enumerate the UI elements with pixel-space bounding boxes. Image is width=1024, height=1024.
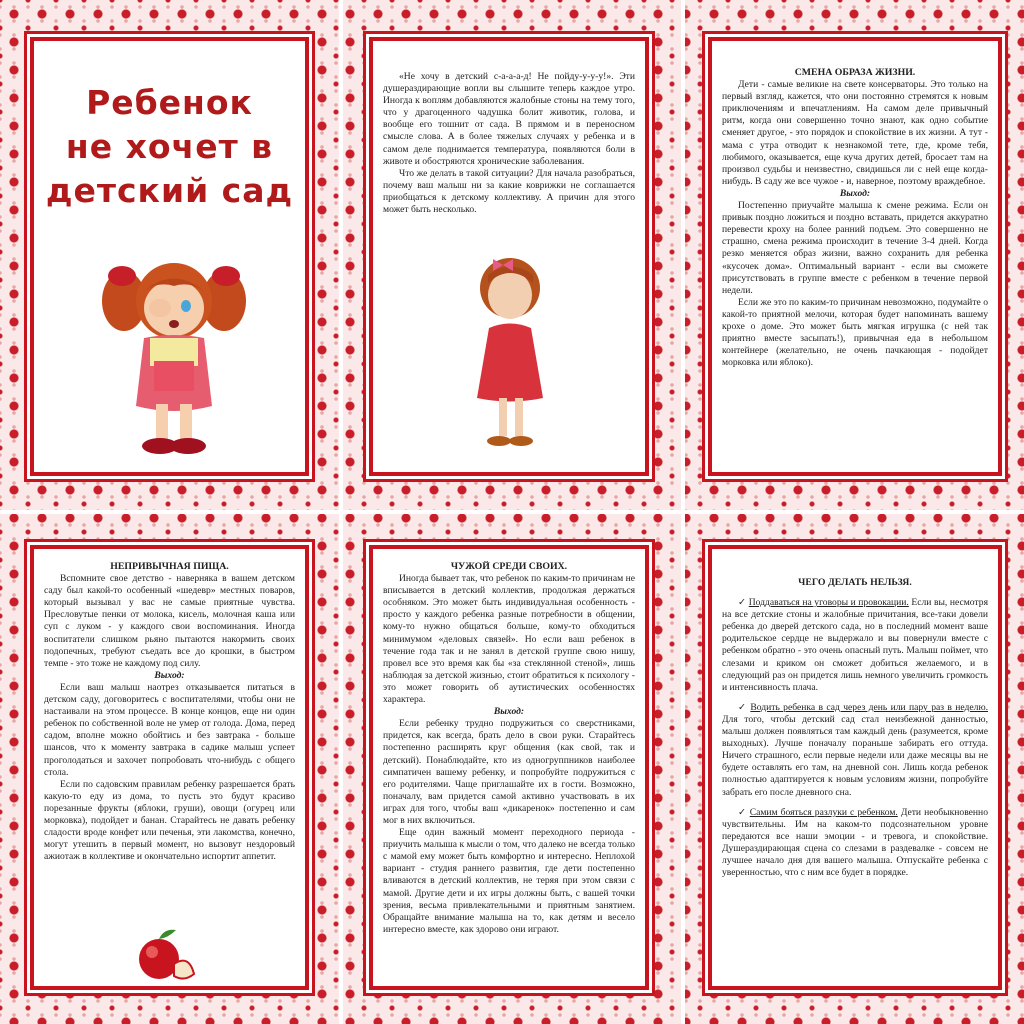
lifestyle-change-panel xyxy=(708,37,1002,476)
item-title: Самим бояться разлуки с ребенком. xyxy=(749,806,898,818)
title-line: не хочет в xyxy=(65,127,274,166)
section-heading: НЕПРИВЫЧНАЯ ПИЩА. xyxy=(110,561,229,572)
title-line: Ребенок xyxy=(86,83,253,122)
solution-heading: Выход: xyxy=(154,669,185,681)
apple-illustration xyxy=(134,924,199,984)
crying-girl-illustration xyxy=(94,246,254,461)
section-heading: СМЕНА ОБРАЗА ЖИЗНИ. xyxy=(794,67,916,78)
paragraph: Если по садовским правилам ребенку разрешается брать какую-то еду из дома, то пусть это будут красиво порезанные фрукты (яблоки, груши), овощи (огурец или морковка), подойдет и банан. Старайтесь не давать ребенку сладости вроде конфет или печенья, эти лакомства, конечно, могут утешить в первый момент, но вызовут нездоровый ажиотаж в коллективе и окончательно испортит аппетит. xyxy=(44,778,295,863)
donts-panel xyxy=(708,545,1002,990)
paragraph: Вспомните свое детство - наверняка в вашем детском саду был какой-то особенный «шедевр» местных поваров, который вызывал у вас не самые приятные чувства. Пресловутые пенки от молока, кисель, молочная каша или суп с луком - у каждого свои воспоминания. Иногда воспитатели слишком рьяно пытаются накормить своих подопечных, требуют съедать все до крошки, в быстром темпе - это тоже не каждому под силу. xyxy=(44,573,295,669)
solution-heading: Выход: xyxy=(493,706,525,718)
unusual-food-panel xyxy=(30,545,309,990)
item-text: Если вы, несмотря на все детские стоны и жалобные причитания, все-таки довели ребенка до дверей детского сада, но в последний момент ваше родительское сердце не выдержало и вы повернули вместе с ребенком обратно - это очень опасный путь. Малыш поймет, что слезами и криком он сможет добиться желаемого, и в следующий раз он придется лишь немного увеличить громкость и интенсивность плача. xyxy=(722,597,988,693)
title-panel xyxy=(30,37,309,476)
paragraph: Что же делать в такой ситуации? Для начала разобраться, почему ваш малыш ни за какие коврижки не соглашается приобщаться к детскому коллективу. А причин для этого может быть несколько. xyxy=(383,167,635,216)
paragraph: «Не хочу в детский с-а-а-а-д! Не пойду-у-у-у!». Эти душераздирающие вопли вы слышите теперь каждое утро. Иногда к воплям добавляются жалобные стоны на тему того, что у драгоценного чадушка болит животик, голова, и вообще его тошнит от сада. В прямом и в переносном смысле слова. А в более тяжелых случаях у ребенка и в самом деле поднимается температура, появляются боли в животе и обостряются хронические заболевания. xyxy=(383,71,635,167)
list-item: ✓ Водить ребенка в сад через день или пару раз в неделю. Для того, чтобы детский сад стал неизбежной данностью, малыш должен появляться там каждый день (разумеется, кроме выходных). Лучше поначалу пораньше забирать его оттуда. Ничего страшного, если первые недели или даже месяцы вы не будете оставлять его там, на дневной сон. Лишь когда ребенок полностью адаптируется к новым условиям жизни, попробуйте забрать его после дневного сна. xyxy=(722,701,988,798)
section-heading: ЧУЖОЙ СРЕДИ СВОИХ. xyxy=(450,561,568,572)
section-heading: ЧЕГО ДЕЛАТЬ НЕЛЬЗЯ. xyxy=(798,577,912,588)
solution-heading: Выход: xyxy=(839,187,871,199)
paragraph: Если ребенку трудно подружиться со сверстниками, придется, как всегда, брать дело в свои руки. Старайтесь постепенно расширять круг общения (как свой, так и детский). Понаблюдайте, кто из одногруппников наиболее симпатичен вашему ребенку, и попробуйте подружиться с его родителями. Чаще приглашайте их в гости. Возможно, поначалу, вам придется самой активно участвовать в их играх для того, чтобы ваш «дикаренок» постепенно и сам мог в них включиться. xyxy=(383,718,635,826)
sad-girl-illustration xyxy=(463,253,558,453)
paragraph: Иногда бывает так, что ребенок по каким-то причинам не вписывается в детский коллектив, продолжая держаться особняком. Это может быть индивидуальная особенность - просто у каждого ребенка разные потребности в общении, кому-то нужно общаться больше, кому-то обходиться минимумом «деловых связей». Но если ваш ребенок в течение года так и не занял в детской группе свою нишу, провел все это время как бы «за стеклянной стеной», лишь наблюдая за детской жизнью, стоит обратиться к психологу - это может говорить об аутистических особенностях характера. xyxy=(383,573,635,706)
list-item: ✓ Поддаваться на уговоры и провокации. Если вы, несмотря на все детские стоны и жалобные причитания, все-таки довели ребенка до дверей детского сада, но в последний момент ваше родительское сердце не выдержало и вы повернули вместе с ребенком обратно - это очень опасный путь. Малыш поймет, что слезами и криком он сможет добиться желаемого, и в следующий раз он придется лишь немного увеличить громкость и интенсивность плача. xyxy=(722,597,988,693)
intro-panel xyxy=(369,37,649,476)
item-title: Поддаваться на уговоры и провокации. xyxy=(748,597,909,609)
outsider-panel xyxy=(369,545,649,990)
paragraph: Если же это по каким-то причинам невозможно, подумайте о какой-то приятной мелочи, которая будет напоминать вашему крохе о доме. Это может быть мягкая игрушка (с ней так приятно вместе засыпать!), привычная еда в небольшом контейнере (желательно, не очень пачкающая - подойдет морковка или яблоко). xyxy=(722,296,988,369)
paragraph: Еще один важный момент переходного периода - приучить малыша к мысли о том, что далеко не всегда только с мамой ему может быть комфортно и интересно. Неплохой вариант - студия раннего развития, где дети постепенно вливаются в детский коллектив, не теряя при этом связи с мамой. Другие дети и их игры должны быть, с вашей точки зрения, весьма привлекательными и приятным занятием. Обращайте внимание малыша на то, как детям и весело интересно вместе, как здорово они играют. xyxy=(383,827,635,935)
item-text: Для того, чтобы детский сад стал неизбежной данностью, малыш должен появляться там каждый день (разумеется, кроме выходных). Лучше поначалу пораньше забирать его оттуда. Ничего страшного, если первые недели или даже месяцы вы не будете оставлять его там, на дневной сон. Лишь когда ребенок полностью адаптируется к новым условиям жизни, попробуйте забрать его после дневного сна. xyxy=(722,713,988,798)
divider xyxy=(0,510,1024,514)
paragraph: Дети - самые великие на свете консерваторы. Это только на первый взгляд, кажется, что они постоянно стремятся к новым приключениям и впечатлениям. На самом деле привычный ритм, когда они совершенно точно знают, как одно событие сменяет другое, - это порядок и спокойствие в их жизни. А тут - мама с утра отводит к незнакомой тете, где, кроме тебя, любимого, оказывается, еще куча других детей, бросает там на произвол судьбы и неизвестно, свидишься ли с ней еще когда-нибудь. В саду же все чужое - и, наверное, поэтому враждебное. xyxy=(722,79,988,187)
item-text: Дети необыкновенно чувствительны. Им на каком-то подсознательном уровне передаются все наши эмоции - и тревога, и спокойствие. Душераздирающая сцена со слезами в раздевалке - совсем не лучшее начало дня для вашего малыша. Отпускайте ребенка с уверенностью, что с ним все будет в порядке. xyxy=(722,806,988,879)
item-title: Водить ребенка в сад через день или пару раз в неделю. xyxy=(750,701,988,713)
list-item: ✓ Самим бояться разлуки с ребенком. Дети необыкновенно чувствительны. Им на каком-то подсознательном уровне передаются все наши эмоции - и тревога, и спокойствие. Душераздирающая сцена со слезами в раздевалке - совсем не лучшее начало дня для вашего малыша. Отпускайте ребенка с уверенностью, что с ним все будет в порядке. xyxy=(722,806,988,879)
paragraph: Если ваш малыш наотрез отказывается питаться в детском саду, договоритесь с воспитателями, чтобы они не настаивали на этом процессе. В конце концов, еще ни один ребенок по собственной воле не умер от голода. Дома, перед садом, вполне можно обойтись и без завтрака - больше шансов, что к моменту завтрака в садике малыш успеет проголодаться и захочет попробовать что-нибудь с общего стола. xyxy=(44,681,295,778)
title-line: детский сад xyxy=(45,171,294,210)
page-title xyxy=(34,81,305,213)
paragraph: Постепенно приучайте малыша к смене режима. Если он привык поздно ложиться и поздно вставать, придется аккуратно перевести кроху на более ранний подъем. Это совершенно не страшно, смена режима происходит в течение 3-4 дней. Когда резко меняется образ жизни, важно сохранить для ребенка «кусочек дома». Оптимальный вариант - если вы сможете присутствовать в группе вместе с ребенком в течение первой недели. xyxy=(722,200,988,296)
